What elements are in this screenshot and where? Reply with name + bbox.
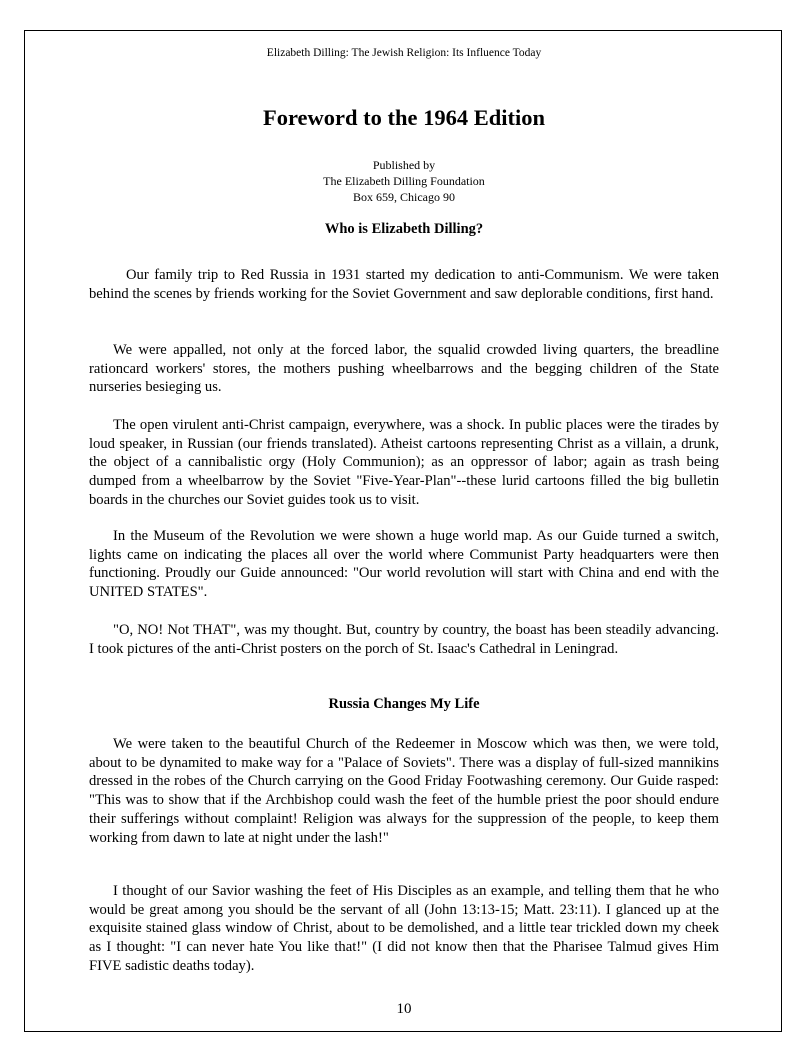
publisher-line-foundation: The Elizabeth Dilling Foundation bbox=[323, 174, 485, 188]
page-number: 10 bbox=[396, 1001, 412, 1017]
paragraph: We were appalled, not only at the forced labor, the squalid crowded living quarters, the breadline rationcard workers' stores, the mothers pushing wheelbarrows and the begging children of the State nurseries besieging us. bbox=[89, 342, 719, 396]
section-heading-russia-changes: Russia Changes My Life bbox=[328, 696, 480, 712]
publisher-line-address: Box 659, Chicago 90 bbox=[353, 190, 455, 204]
paragraph: In the Museum of the Revolution we were shown a huge world map. As our Guide turned a switch, lights came on indicating the places all over the world where Communist Party headquarters were then functioning. Proudly our Guide announced: "Our world revolution will start with China and end with the UNITED STATES". bbox=[89, 528, 719, 601]
publisher-block bbox=[0, 157, 808, 205]
paragraph: The open virulent anti-Christ campaign, everywhere, was a shock. In public places were the tirades by loud speaker, in Russian (our friends translated). Atheist cartoons representing Christ as a villain, a drunk, the object of a cannibalistic orgy (Holy Communion); as an oppressor of labor; again as trash being dumped from a wheelbarrow by the Soviet "Five-Year-Plan"--these lurid cartoons filled the big bulletin boards in the churches our Soviet guides took us to visit. bbox=[89, 417, 719, 508]
section-heading-who-is: Who is Elizabeth Dilling? bbox=[324, 221, 484, 237]
paragraph: I thought of our Savior washing the feet of His Disciples as an example, and telling them that he who would be great among you should be the servant of all (John 13:13-15; Matt. 23:11). I glanced up at the exquisite stained glass window of Christ, about to be demolished, and a little tear trickled down my cheek as I thought: "I can never hate You like that!" (I did not know then that the Pharisee Talmud gives Him FIVE sadistic deaths today). bbox=[89, 883, 719, 974]
page-title: Foreword to the 1964 Edition bbox=[262, 105, 546, 130]
publisher-line-published-by: Published by bbox=[372, 158, 436, 172]
paragraph: "O, NO! Not THAT", was my thought. But, country by country, the boast has been steadily advancing. I took pictures of the anti-Christ posters on the porch of St. Isaac's Cathedral in Leningrad. bbox=[89, 622, 719, 657]
paragraph: Our family trip to Red Russia in 1931 started my dedication to anti-Communism. We were taken behind the scenes by friends working for the Soviet Government and saw deplorable conditions, first hand. bbox=[89, 267, 719, 302]
running-header: Elizabeth Dilling: The Jewish Religion: Its Influence Today bbox=[266, 47, 542, 59]
paragraph: We were taken to the beautiful Church of the Redeemer in Moscow which was then, we were told, about to be dynamited to make way for a "Palace of Soviets". There was a display of full-sized mannikins dressed in the robes of the Church carrying on the Good Friday Footwashing ceremony. Our Guide rasped: "This was to show that if the Archbishop could wash the feet of the humble priest the poor should endure their sufferings without complaint! Religion was always for the suppression of the people, to keep them working from dawn to late at night under the lash!" bbox=[89, 736, 719, 846]
